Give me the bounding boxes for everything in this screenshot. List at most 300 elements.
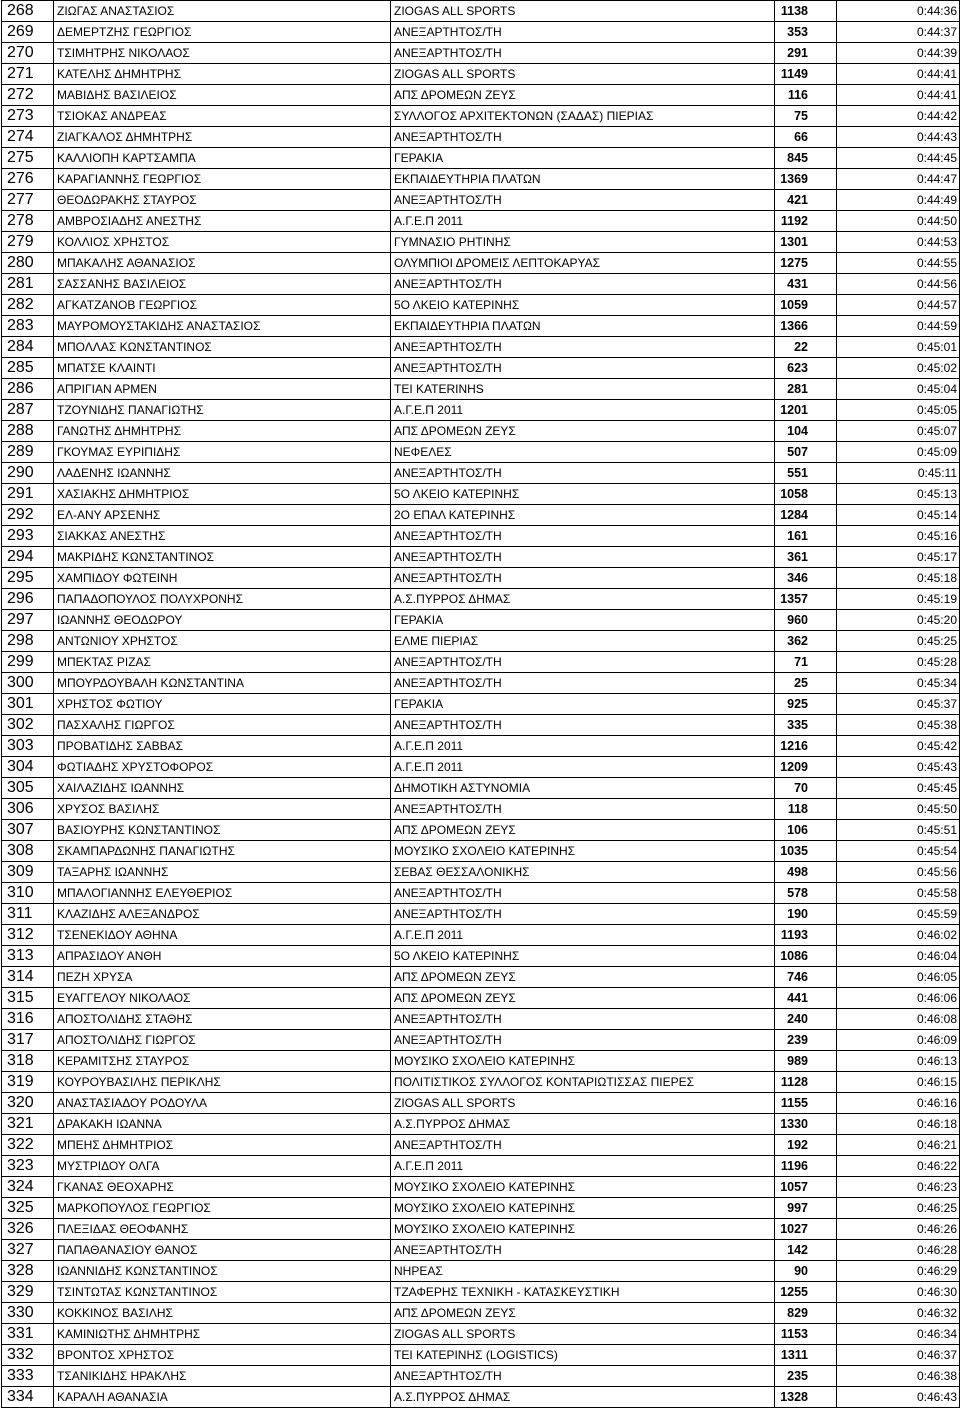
runner-name-cell: ΜΑΥΡΟΜΟΥΣΤΑΚΙΔΗΣ ΑΝΑΣΤΑΣΙΟΣ (54, 316, 391, 337)
bib-number-cell: 1035 (775, 841, 837, 862)
bib-number-cell: 1284 (775, 505, 837, 526)
club-cell: ΑΝΕΞΑΡΤΗΤΟΣ/ΤΗ (391, 799, 775, 820)
bib-number-cell: 239 (775, 1030, 837, 1051)
position-cell: 299 (2, 652, 54, 673)
position-cell: 277 (2, 190, 54, 211)
table-row (2, 925, 960, 946)
club-cell: Α.Γ.Ε.Π 2011 (391, 1156, 775, 1177)
runner-name-cell: ΜΠΕΗΣ ΔΗΜΗΤΡΙΟΣ (54, 1135, 391, 1156)
finish-time-cell: 0:46:34 (837, 1324, 960, 1345)
club-cell: ΑΝΕΞΑΡΤΗΤΟΣ/ΤΗ (391, 547, 775, 568)
club-cell: ΑΝΕΞΑΡΤΗΤΟΣ/ΤΗ (391, 883, 775, 904)
finish-time-cell: 0:45:58 (837, 883, 960, 904)
bib-number-cell: 431 (775, 274, 837, 295)
position-cell: 308 (2, 841, 54, 862)
runner-name-cell: ΖΙΩΓΑΣ ΑΝΑΣΤΑΣΙΟΣ (54, 1, 391, 22)
runner-name-cell: ΑΜΒΡΟΣΙΑΔΗΣ ΑΝΕΣΤΗΣ (54, 211, 391, 232)
position-cell: 268 (2, 1, 54, 22)
club-cell: ΑΝΕΞΑΡΤΗΤΟΣ/ΤΗ (391, 43, 775, 64)
runner-name-cell: ΠΑΠΑΘΑΝΑΣΙΟΥ ΘΑΝΟΣ (54, 1240, 391, 1261)
bib-number-cell: 829 (775, 1303, 837, 1324)
table-row (2, 988, 960, 1009)
finish-time-cell: 0:45:11 (837, 463, 960, 484)
bib-number-cell: 1193 (775, 925, 837, 946)
club-cell: ΣΥΛΛΟΓΟΣ ΑΡΧΙΤΕΚΤΟΝΩΝ (ΣΑΔΑΣ) ΠΙΕΡΙΑΣ (391, 106, 775, 127)
table-row (2, 295, 960, 316)
runner-name-cell: ΠΑΠΑΔΟΠΟΥΛΟΣ ΠΟΛΥΧΡΟΝΗΣ (54, 589, 391, 610)
finish-time-cell: 0:44:41 (837, 64, 960, 85)
finish-time-cell: 0:44:59 (837, 316, 960, 337)
table-row (2, 841, 960, 862)
finish-time-cell: 0:45:20 (837, 610, 960, 631)
finish-time-cell: 0:46:23 (837, 1177, 960, 1198)
position-cell: 314 (2, 967, 54, 988)
table-row (2, 715, 960, 736)
table-row (2, 1156, 960, 1177)
table-row (2, 1051, 960, 1072)
bib-number-cell: 22 (775, 337, 837, 358)
bib-number-cell: 362 (775, 631, 837, 652)
finish-time-cell: 0:44:41 (837, 85, 960, 106)
table-row (2, 337, 960, 358)
runner-name-cell: ΜΠΑΤΣΕ ΚΛΑΙΝΤΙ (54, 358, 391, 379)
club-cell: 2Ο ΕΠΑΛ ΚΑΤΕΡΙΝΗΣ (391, 505, 775, 526)
club-cell: ΕΚΠΑΙΔΕΥΤΗΡΙΑ ΠΛΑΤΩΝ (391, 169, 775, 190)
table-row (2, 757, 960, 778)
position-cell: 316 (2, 1009, 54, 1030)
bib-number-cell: 1059 (775, 295, 837, 316)
finish-time-cell: 0:46:13 (837, 1051, 960, 1072)
table-row (2, 799, 960, 820)
club-cell: ΠΟΛΙΤΙΣΤΙΚΟΣ ΣΥΛΛΟΓΟΣ ΚΟΝΤΑΡΙΩΤΙΣΣΑΣ ΠΙΕΡΕΣ (391, 1072, 775, 1093)
table-row (2, 442, 960, 463)
bib-number-cell: 1155 (775, 1093, 837, 1114)
table-row (2, 85, 960, 106)
table-row (2, 1219, 960, 1240)
table-row (2, 190, 960, 211)
finish-time-cell: 0:46:43 (837, 1387, 960, 1408)
club-cell: ΜΟΥΣΙΚΟ ΣΧΟΛΕΙΟ ΚΑΤΕΡΙΝΗΣ (391, 1051, 775, 1072)
bib-number-cell: 1086 (775, 946, 837, 967)
table-row (2, 1072, 960, 1093)
runner-name-cell: ΚΟΚΚΙΝΟΣ ΒΑΣΙΛΗΣ (54, 1303, 391, 1324)
position-cell: 334 (2, 1387, 54, 1408)
finish-time-cell: 0:45:28 (837, 652, 960, 673)
table-row (2, 526, 960, 547)
bib-number-cell: 142 (775, 1240, 837, 1261)
runner-name-cell: ΖΙΑΓΚΑΛΟΣ ΔΗΜΗΤΡΗΣ (54, 127, 391, 148)
club-cell: ΑΝΕΞΑΡΤΗΤΟΣ/ΤΗ (391, 1240, 775, 1261)
runner-name-cell: ΚΑΤΕΛΗΣ ΔΗΜΗΤΡΗΣ (54, 64, 391, 85)
bib-number-cell: 1209 (775, 757, 837, 778)
bib-number-cell: 90 (775, 1261, 837, 1282)
runner-name-cell: ΙΩΑΝΝΗΣ ΘΕΟΔΩΡΟΥ (54, 610, 391, 631)
bib-number-cell: 25 (775, 673, 837, 694)
bib-number-cell: 353 (775, 22, 837, 43)
bib-number-cell: 1301 (775, 232, 837, 253)
bib-number-cell: 1311 (775, 1345, 837, 1366)
finish-time-cell: 0:44:49 (837, 190, 960, 211)
position-cell: 332 (2, 1345, 54, 1366)
table-row (2, 1093, 960, 1114)
runner-name-cell: ΠΑΣΧΑΛΗΣ ΓΙΩΡΓΟΣ (54, 715, 391, 736)
position-cell: 325 (2, 1198, 54, 1219)
position-cell: 331 (2, 1324, 54, 1345)
finish-time-cell: 0:46:32 (837, 1303, 960, 1324)
position-cell: 311 (2, 904, 54, 925)
bib-number-cell: 746 (775, 967, 837, 988)
table-row (2, 1, 960, 22)
position-cell: 319 (2, 1072, 54, 1093)
position-cell: 300 (2, 673, 54, 694)
club-cell: 5Ο ΛΚΕΙΟ ΚΑΤΕΡΙΝΗΣ (391, 946, 775, 967)
position-cell: 293 (2, 526, 54, 547)
bib-number-cell: 192 (775, 1135, 837, 1156)
finish-time-cell: 0:44:50 (837, 211, 960, 232)
runner-name-cell: ΓΑΝΩΤΗΣ ΔΗΜΗΤΡΗΣ (54, 421, 391, 442)
finish-time-cell: 0:46:16 (837, 1093, 960, 1114)
runner-name-cell: ΘΕΟΔΩΡΑΚΗΣ ΣΤΑΥΡΟΣ (54, 190, 391, 211)
position-cell: 333 (2, 1366, 54, 1387)
finish-time-cell: 0:45:19 (837, 589, 960, 610)
club-cell: ΟΛΥΜΠΙΟΙ ΔΡΟΜΕΙΣ ΛΕΠΤΟΚΑΡΥΑΣ (391, 253, 775, 274)
club-cell: ΑΝΕΞΑΡΤΗΤΟΣ/ΤΗ (391, 1135, 775, 1156)
table-row (2, 820, 960, 841)
table-row (2, 463, 960, 484)
position-cell: 289 (2, 442, 54, 463)
bib-number-cell: 281 (775, 379, 837, 400)
table-row (2, 778, 960, 799)
position-cell: 303 (2, 736, 54, 757)
position-cell: 318 (2, 1051, 54, 1072)
bib-number-cell: 361 (775, 547, 837, 568)
club-cell: ΑΝΕΞΑΡΤΗΤΟΣ/ΤΗ (391, 568, 775, 589)
club-cell: ΑΠΣ ΔΡΟΜΕΩΝ ΖΕΥΣ (391, 1303, 775, 1324)
bib-number-cell: 1027 (775, 1219, 837, 1240)
club-cell: ΓΕΡΑΚΙΑ (391, 694, 775, 715)
table-row (2, 589, 960, 610)
position-cell: 290 (2, 463, 54, 484)
runner-name-cell: ΚΑΛΛΙΟΠΗ ΚΑΡΤΣΑΜΠΑ (54, 148, 391, 169)
club-cell: 5Ο ΛΚΕΙΟ ΚΑΤΕΡΙΝΗΣ (391, 484, 775, 505)
table-row (2, 1177, 960, 1198)
finish-time-cell: 0:45:17 (837, 547, 960, 568)
runner-name-cell: ΤΣΕΝΕΚΙΔΟΥ ΑΘΗΝΑ (54, 925, 391, 946)
finish-time-cell: 0:44:45 (837, 148, 960, 169)
bib-number-cell: 104 (775, 421, 837, 442)
bib-number-cell: 1128 (775, 1072, 837, 1093)
bib-number-cell: 106 (775, 820, 837, 841)
position-cell: 273 (2, 106, 54, 127)
runner-name-cell: ΓΚΟΥΜΑΣ ΕΥΡΙΠΙΔΗΣ (54, 442, 391, 463)
club-cell: ΑΝΕΞΑΡΤΗΤΟΣ/ΤΗ (391, 904, 775, 925)
position-cell: 317 (2, 1030, 54, 1051)
club-cell: ZIOGAS ALL SPORTS (391, 1, 775, 22)
finish-time-cell: 0:45:54 (837, 841, 960, 862)
position-cell: 326 (2, 1219, 54, 1240)
finish-time-cell: 0:46:30 (837, 1282, 960, 1303)
runner-name-cell: ΧΡΗΣΤΟΣ ΦΩΤΙΟΥ (54, 694, 391, 715)
club-cell: ΓΕΡΑΚΙΑ (391, 610, 775, 631)
runner-name-cell: ΠΡΟΒΑΤΙΔΗΣ ΣΑΒΒΑΣ (54, 736, 391, 757)
bib-number-cell: 498 (775, 862, 837, 883)
runner-name-cell: ΜΑΒΙΔΗΣ ΒΑΣΙΛΕΙΟΣ (54, 85, 391, 106)
position-cell: 279 (2, 232, 54, 253)
finish-time-cell: 0:44:42 (837, 106, 960, 127)
runner-name-cell: ΚΑΡΑΓΙΑΝΝΗΣ ΓΕΩΡΓΙΟΣ (54, 169, 391, 190)
table-row (2, 1030, 960, 1051)
runner-name-cell: ΤΑΞΑΡΗΣ ΙΩΑΝΝΗΣ (54, 862, 391, 883)
position-cell: 276 (2, 169, 54, 190)
runner-name-cell: ΚΑΜΙΝΙΩΤΗΣ ΔΗΜΗΤΡΗΣ (54, 1324, 391, 1345)
runner-name-cell: ΧΡΥΣΟΣ ΒΑΣΙΛΗΣ (54, 799, 391, 820)
bib-number-cell: 623 (775, 358, 837, 379)
club-cell: Α.Σ.ΠΥΡΡΟΣ ΔΗΜΑΣ (391, 589, 775, 610)
bib-number-cell: 66 (775, 127, 837, 148)
position-cell: 298 (2, 631, 54, 652)
club-cell: ΑΝΕΞΑΡΤΗΤΟΣ/ΤΗ (391, 1030, 775, 1051)
finish-time-cell: 0:45:51 (837, 820, 960, 841)
runner-name-cell: ΚΑΡΑΛΗ ΑΘΑΝΑΣΙΑ (54, 1387, 391, 1408)
runner-name-cell: ΑΠΡΑΣΙΔΟΥ ΑΝΘΗ (54, 946, 391, 967)
table-row (2, 694, 960, 715)
runner-name-cell: ΚΕΡΑΜΙΤΣΗΣ ΣΤΑΥΡΟΣ (54, 1051, 391, 1072)
position-cell: 270 (2, 43, 54, 64)
club-cell: ZIOGAS ALL SPORTS (391, 1093, 775, 1114)
runner-name-cell: ΕΛ-ΑΝΥ ΑΡΣΕΝΗΣ (54, 505, 391, 526)
table-row (2, 400, 960, 421)
runner-name-cell: ΕΥΑΓΓΕΛΟΥ ΝΙΚΟΛΑΟΣ (54, 988, 391, 1009)
position-cell: 282 (2, 295, 54, 316)
table-row (2, 1198, 960, 1219)
finish-time-cell: 0:45:38 (837, 715, 960, 736)
table-row (2, 1114, 960, 1135)
finish-time-cell: 0:45:59 (837, 904, 960, 925)
bib-number-cell: 1149 (775, 64, 837, 85)
runner-name-cell: ΧΑΙΛΑΖΙΔΗΣ ΙΩΑΝΝΗΣ (54, 778, 391, 799)
table-row (2, 421, 960, 442)
club-cell: Α.Γ.Ε.Π 2011 (391, 400, 775, 421)
table-row (2, 673, 960, 694)
position-cell: 306 (2, 799, 54, 820)
finish-time-cell: 0:46:18 (837, 1114, 960, 1135)
table-row (2, 904, 960, 925)
bib-number-cell: 1357 (775, 589, 837, 610)
runner-name-cell: ΑΝΤΩΝΙΟΥ ΧΡΗΣΤΟΣ (54, 631, 391, 652)
runner-name-cell: ΤΖΟΥΝΙΔΗΣ ΠΑΝΑΓΙΩΤΗΣ (54, 400, 391, 421)
table-row (2, 43, 960, 64)
table-row (2, 169, 960, 190)
finish-time-cell: 0:46:15 (837, 1072, 960, 1093)
runner-name-cell: ΣΚΑΜΠΑΡΔΩΝΗΣ ΠΑΝΑΓΙΩΤΗΣ (54, 841, 391, 862)
club-cell: ΑΝΕΞΑΡΤΗΤΟΣ/ΤΗ (391, 463, 775, 484)
bib-number-cell: 989 (775, 1051, 837, 1072)
club-cell: ΑΝΕΞΑΡΤΗΤΟΣ/ΤΗ (391, 652, 775, 673)
finish-time-cell: 0:46:25 (837, 1198, 960, 1219)
bib-number-cell: 1255 (775, 1282, 837, 1303)
runner-name-cell: ΠΛΕΞΙΔΑΣ ΘΕΟΦΑΝΗΣ (54, 1219, 391, 1240)
finish-time-cell: 0:46:02 (837, 925, 960, 946)
bib-number-cell: 578 (775, 883, 837, 904)
runner-name-cell: ΣΙΑΚΚΑΣ ΑΝΕΣΤΗΣ (54, 526, 391, 547)
club-cell: ΑΠΣ ΔΡΟΜΕΩΝ ΖΕΥΣ (391, 967, 775, 988)
bib-number-cell: 551 (775, 463, 837, 484)
finish-time-cell: 0:44:47 (837, 169, 960, 190)
finish-time-cell: 0:46:21 (837, 1135, 960, 1156)
bib-number-cell: 1201 (775, 400, 837, 421)
runner-name-cell: ΚΛΑΖΙΔΗΣ ΑΛΕΞΑΝΔΡΟΣ (54, 904, 391, 925)
runner-name-cell: ΑΓΚΑΤΖΑΝΟΒ ΓΕΩΡΓΙΟΣ (54, 295, 391, 316)
runner-name-cell: ΑΝΑΣΤΑΣΙΑΔΟΥ ΡΟΔΟΥΛΑ (54, 1093, 391, 1114)
club-cell: ΝΕΦΕΛΕΣ (391, 442, 775, 463)
finish-time-cell: 0:45:43 (837, 757, 960, 778)
position-cell: 315 (2, 988, 54, 1009)
table-row (2, 883, 960, 904)
runner-name-cell: ΙΩΑΝΝΙΔΗΣ ΚΩΝΣΤΑΝΤΙΝΟΣ (54, 1261, 391, 1282)
finish-time-cell: 0:45:56 (837, 862, 960, 883)
finish-time-cell: 0:45:18 (837, 568, 960, 589)
position-cell: 287 (2, 400, 54, 421)
club-cell: ΣΕΒΑΣ ΘΕΣΣΑΛΟΝΙΚΗΣ (391, 862, 775, 883)
finish-time-cell: 0:45:13 (837, 484, 960, 505)
club-cell: ΕΚΠΑΙΔΕΥΤΗΡΙΑ ΠΛΑΤΩΝ (391, 316, 775, 337)
club-cell: ΑΝΕΞΑΡΤΗΤΟΣ/ΤΗ (391, 22, 775, 43)
position-cell: 320 (2, 1093, 54, 1114)
finish-time-cell: 0:45:05 (837, 400, 960, 421)
club-cell: ΑΝΕΞΑΡΤΗΤΟΣ/ΤΗ (391, 1366, 775, 1387)
runner-name-cell: ΠΕΖΗ ΧΡΥΣΑ (54, 967, 391, 988)
finish-time-cell: 0:45:02 (837, 358, 960, 379)
runner-name-cell: ΜΠΟΥΡΔΟΥΒΑΛΗ ΚΩΝΣΤΑΝΤΙΝΑ (54, 673, 391, 694)
finish-time-cell: 0:46:38 (837, 1366, 960, 1387)
runner-name-cell: ΒΡΟΝΤΟΣ ΧΡΗΣΤΟΣ (54, 1345, 391, 1366)
position-cell: 283 (2, 316, 54, 337)
club-cell: ΑΝΕΞΑΡΤΗΤΟΣ/ΤΗ (391, 526, 775, 547)
finish-time-cell: 0:45:50 (837, 799, 960, 820)
bib-number-cell: 71 (775, 652, 837, 673)
runner-name-cell: ΚΟΥΡΟΥΒΑΣΙΛΗΣ ΠΕΡΙΚΛΗΣ (54, 1072, 391, 1093)
bib-number-cell: 960 (775, 610, 837, 631)
finish-time-cell: 0:44:55 (837, 253, 960, 274)
table-row (2, 547, 960, 568)
finish-time-cell: 0:46:28 (837, 1240, 960, 1261)
table-row (2, 631, 960, 652)
runner-name-cell: ΧΑΣΙΑΚΗΣ ΔΗΜΗΤΡΙΟΣ (54, 484, 391, 505)
club-cell: ΜΟΥΣΙΚΟ ΣΧΟΛΕΙΟ ΚΑΤΕΡΙΝΗΣ (391, 841, 775, 862)
club-cell: ΑΝΕΞΑΡΤΗΤΟΣ/ΤΗ (391, 190, 775, 211)
club-cell: Α.Γ.Ε.Π 2011 (391, 736, 775, 757)
finish-time-cell: 0:46:08 (837, 1009, 960, 1030)
runner-name-cell: ΜΠΑΛΟΓΙΑΝΝΗΣ ΕΛΕΥΘΕΡΙΟΣ (54, 883, 391, 904)
bib-number-cell: 235 (775, 1366, 837, 1387)
position-cell: 285 (2, 358, 54, 379)
finish-time-cell: 0:45:37 (837, 694, 960, 715)
bib-number-cell: 925 (775, 694, 837, 715)
position-cell: 302 (2, 715, 54, 736)
position-cell: 328 (2, 1261, 54, 1282)
club-cell: ΑΠΣ ΔΡΟΜΕΩΝ ΖΕΥΣ (391, 85, 775, 106)
position-cell: 310 (2, 883, 54, 904)
runner-name-cell: ΓΚΑΝΑΣ ΘΕΟΧΑΡΗΣ (54, 1177, 391, 1198)
position-cell: 272 (2, 85, 54, 106)
finish-time-cell: 0:46:26 (837, 1219, 960, 1240)
club-cell: ZIOGAS ALL SPORTS (391, 64, 775, 85)
finish-time-cell: 0:45:09 (837, 442, 960, 463)
results-body (2, 1, 960, 1408)
table-row (2, 862, 960, 883)
club-cell: ΔΗΜΟΤΙΚΗ ΑΣΤΥΝΟΜΙΑ (391, 778, 775, 799)
runner-name-cell: ΜΠΕΚΤΑΣ ΡΙΖΑΣ (54, 652, 391, 673)
club-cell: ΤΕΙ KATERINHS (391, 379, 775, 400)
table-row (2, 106, 960, 127)
finish-time-cell: 0:46:06 (837, 988, 960, 1009)
bib-number-cell: 1196 (775, 1156, 837, 1177)
runner-name-cell: ΜΑΡΚΟΠΟΥΛΟΣ ΓΕΩΡΓΙΟΣ (54, 1198, 391, 1219)
club-cell: Α.Γ.Ε.Π 2011 (391, 757, 775, 778)
bib-number-cell: 997 (775, 1198, 837, 1219)
club-cell: Α.Σ.ΠΥΡΡΟΣ ΔΗΜΑΣ (391, 1114, 775, 1135)
position-cell: 313 (2, 946, 54, 967)
bib-number-cell: 1138 (775, 1, 837, 22)
club-cell: ΜΟΥΣΙΚΟ ΣΧΟΛΕΙΟ ΚΑΤΕΡΙΝΗΣ (391, 1219, 775, 1240)
bib-number-cell: 291 (775, 43, 837, 64)
position-cell: 286 (2, 379, 54, 400)
table-row (2, 316, 960, 337)
bib-number-cell: 1058 (775, 484, 837, 505)
position-cell: 296 (2, 589, 54, 610)
position-cell: 323 (2, 1156, 54, 1177)
table-row (2, 568, 960, 589)
bib-number-cell: 507 (775, 442, 837, 463)
runner-name-cell: ΜΥΣΤΡΙΔΟΥ ΟΛΓΑ (54, 1156, 391, 1177)
club-cell: Α.Γ.Ε.Π 2011 (391, 211, 775, 232)
finish-time-cell: 0:45:16 (837, 526, 960, 547)
finish-time-cell: 0:45:42 (837, 736, 960, 757)
finish-time-cell: 0:46:37 (837, 1345, 960, 1366)
club-cell: 5Ο ΛΚΕΙΟ ΚΑΤΕΡΙΝΗΣ (391, 295, 775, 316)
position-cell: 291 (2, 484, 54, 505)
finish-time-cell: 0:44:56 (837, 274, 960, 295)
bib-number-cell: 421 (775, 190, 837, 211)
position-cell: 278 (2, 211, 54, 232)
table-row (2, 1366, 960, 1387)
bib-number-cell: 441 (775, 988, 837, 1009)
runner-name-cell: ΑΠΡΙΓΙΑΝ ΑΡΜΕΝ (54, 379, 391, 400)
table-row (2, 967, 960, 988)
position-cell: 274 (2, 127, 54, 148)
bib-number-cell: 1330 (775, 1114, 837, 1135)
runner-name-cell: ΤΣΑΝΙΚΙΔΗΣ ΗΡΑΚΛΗΣ (54, 1366, 391, 1387)
table-row (2, 1240, 960, 1261)
position-cell: 271 (2, 64, 54, 85)
table-row (2, 232, 960, 253)
club-cell: ΑΠΣ ΔΡΟΜΕΩΝ ΖΕΥΣ (391, 820, 775, 841)
club-cell: Α.Γ.Ε.Π 2011 (391, 925, 775, 946)
runner-name-cell: ΜΠΑΚΑΛΗΣ ΑΘΑΝΑΣΙΟΣ (54, 253, 391, 274)
position-cell: 312 (2, 925, 54, 946)
club-cell: ZIOGAS ALL SPORTS (391, 1324, 775, 1345)
club-cell: ΑΝΕΞΑΡΤΗΤΟΣ/ΤΗ (391, 274, 775, 295)
table-row (2, 127, 960, 148)
club-cell: ΜΟΥΣΙΚΟ ΣΧΟΛΕΙΟ ΚΑΤΕΡΙΝΗΣ (391, 1198, 775, 1219)
bib-number-cell: 1192 (775, 211, 837, 232)
bib-number-cell: 240 (775, 1009, 837, 1030)
position-cell: 280 (2, 253, 54, 274)
club-cell: ΑΝΕΞΑΡΤΗΤΟΣ/ΤΗ (391, 715, 775, 736)
club-cell: ΝΗΡΕΑΣ (391, 1261, 775, 1282)
table-row (2, 1324, 960, 1345)
club-cell: ΕΛΜΕ ΠΙΕΡΙΑΣ (391, 631, 775, 652)
